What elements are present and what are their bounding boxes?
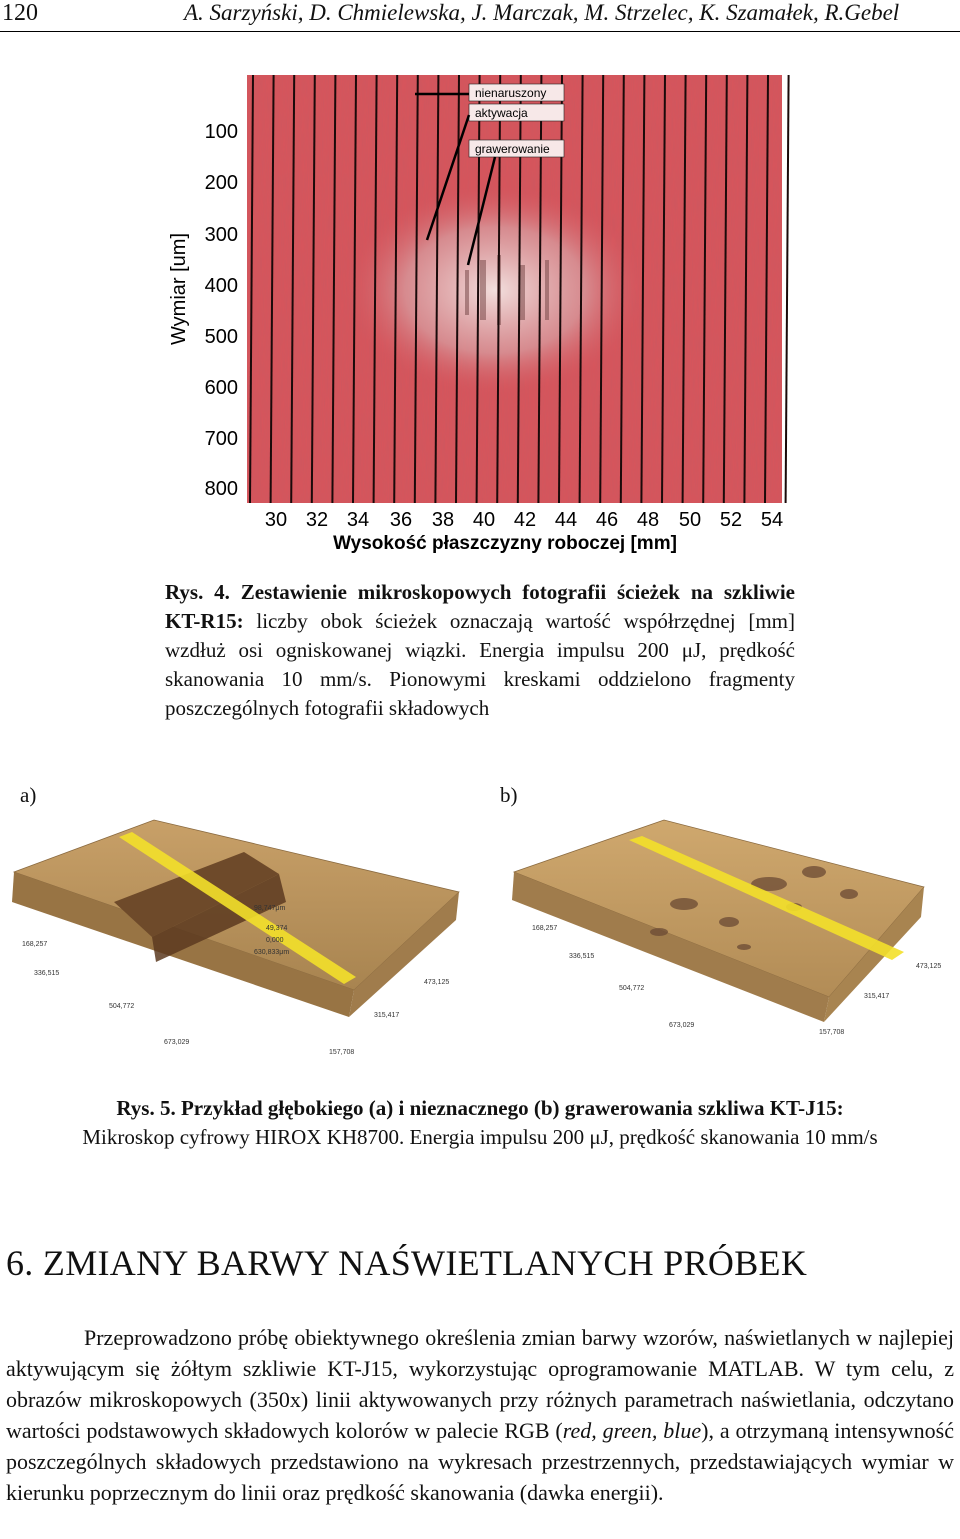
y-tick: 600 [204, 377, 238, 399]
figure-5-caption-label: Rys. 5. Przykład głębokiego (a) i nieznacznego (b) grawerowania szkliwa KT-J15: [116, 1096, 844, 1120]
axis-value: 98,747μm [254, 905, 286, 912]
axis-value: 473,125 [916, 963, 942, 970]
running-header-authors: A. Sarzyński, D. Chmielewska, J. Marczak, M. Strzelec, K. Szamałek, R.Gebel [184, 0, 900, 25]
header-rule [0, 31, 960, 32]
x-tick: 38 [431, 509, 455, 531]
page-number: 120 [2, 0, 38, 26]
section-heading: 6. ZMIANY BARWY NAŚWIETLANYCH PRÓBEK [6, 1243, 808, 1283]
axis-value: 630,833μm [254, 949, 290, 956]
y-axis-label: Wymiar [um] [168, 232, 190, 346]
y-tick: 200 [204, 172, 238, 194]
x-tick: 42 [513, 509, 537, 531]
x-tick: 36 [389, 509, 413, 531]
y-tick: 100 [204, 121, 238, 143]
axis-value: 49,374 [266, 925, 288, 932]
axis-value: 0,000 [266, 937, 284, 944]
axis-value: 504,772 [619, 985, 645, 992]
paragraph-italic: red, green, blue [562, 1418, 702, 1443]
y-tick: 400 [204, 275, 238, 297]
x-tick: 30 [264, 509, 288, 531]
axis-value: 673,029 [164, 1039, 190, 1046]
y-tick: 300 [204, 224, 238, 246]
annotation-activation: aktywacja [475, 106, 528, 120]
x-tick: 52 [719, 509, 743, 531]
x-tick: 44 [554, 509, 578, 531]
axis-value: 473,125 [424, 979, 450, 986]
annotation-intact: nienaruszony [475, 86, 547, 100]
figure-4-micrograph-montage [165, 75, 805, 555]
x-tick: 54 [760, 509, 784, 531]
x-axis-label: Wysokość płaszczyzny roboczej [mm] [333, 533, 677, 554]
figure-4-caption-label: Rys. 4. Zestawienie mikroskopowych fotografii ścieżek na szkliwie KT-R15: [165, 580, 795, 633]
axis-value: 504,772 [109, 1003, 135, 1010]
paragraph-text-2: ), a otrzymaną intensywność poszczególnych składowych przedstawiono na wykresach przestrzennych, przedstawiających wymiar w kierunku poprzecznym do linii oraz prędkość skanowania (dawka energii). [6, 1418, 954, 1505]
y-tick: 500 [204, 326, 238, 348]
x-tick: 48 [636, 509, 660, 531]
x-tick: 46 [595, 509, 619, 531]
axis-value: 673,029 [669, 1022, 695, 1029]
x-tick: 34 [346, 509, 370, 531]
axis-value: 168,257 [22, 941, 48, 948]
axis-value: 157,708 [329, 1049, 355, 1056]
figure-5a-surface-plot [4, 812, 476, 1074]
panel-b-label: b) [500, 783, 518, 807]
annotation-engraving: grawerowanie [475, 142, 550, 156]
x-tick: 32 [305, 509, 329, 531]
engraving-zone [345, 185, 645, 395]
figure-5b-surface-plot [484, 812, 956, 1074]
figure-4-caption-text: liczby obok ścieżek oznaczają wartość współrzędnej [mm] wzdłuż osi ogniskowanej wiązki. Energia impulsu 200 μJ, prędkość skanowania 10 mm/s. Pionowymi kreskami oddzielono fragmenty poszczególnych fotografii składowych [165, 609, 795, 720]
figure-5-caption-text: Mikroskop cyfrowy HIROX KH8700. Energia impulsu 200 μJ, prędkość skanowania 10 mm/s [82, 1125, 878, 1149]
axis-value: 315,417 [374, 1012, 400, 1019]
axis-value: 315,417 [864, 993, 890, 1000]
panel-a-label: a) [20, 783, 37, 807]
axis-value: 168,257 [532, 925, 558, 932]
x-tick: 40 [472, 509, 496, 531]
y-tick: 700 [204, 428, 238, 450]
body-paragraph [6, 1322, 954, 1508]
axis-value: 336,515 [569, 953, 595, 960]
x-tick: 50 [678, 509, 702, 531]
axis-value: 157,708 [819, 1029, 845, 1036]
paragraph-text-1: Przeprowadzono próbę obiektywnego określenia zmian barwy wzorów, naświetlanych w najlepiej aktywującym się żółtym szkliwie KT-J15, wykorzystując oprogramowanie MATLAB. W tym celu, z obrazów mikroskopowych (350x) linii aktywowanych przy różnych parametrach naświetlania, odczytano wartości podstawowych składowych kolorów w palecie RGB ( [6, 1325, 954, 1443]
figure-4-caption [165, 578, 795, 723]
y-tick: 800 [204, 478, 238, 500]
axis-value: 336,515 [34, 970, 60, 977]
figure-5-caption [0, 1094, 960, 1152]
